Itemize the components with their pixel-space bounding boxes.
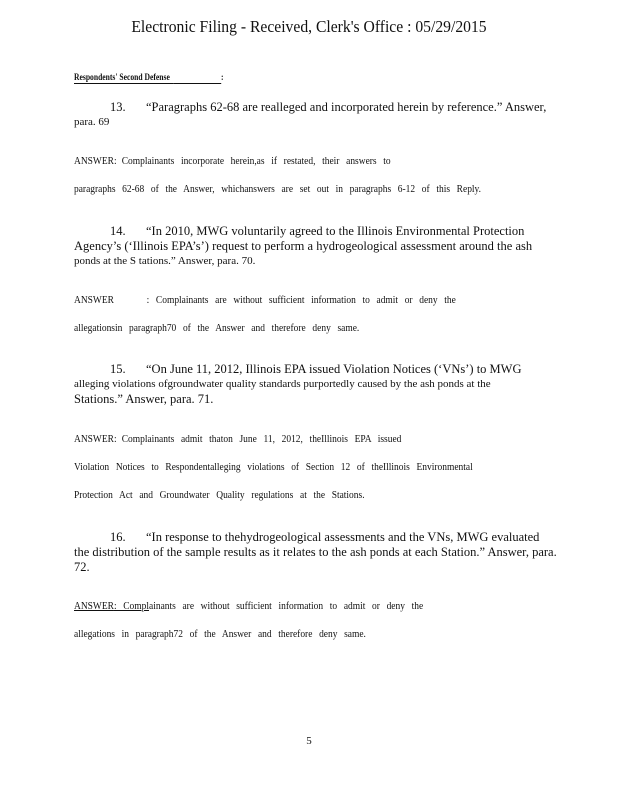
paragraph-number: 14. <box>110 224 126 238</box>
answer-15-line-2: Violation Notices to Respondentalleging violations of Section 12 of theIllinois Environmental <box>74 461 473 473</box>
answer-text: Complainants admit thaton June 11, 2012, theIllinois EPA issued <box>121 433 402 445</box>
answer-text: ainants are without sufficient information to admit or deny the <box>149 600 424 612</box>
paragraph-15-quote <box>74 362 574 407</box>
paragraph-number: 15. <box>110 362 126 376</box>
paragraph-13-quote <box>74 100 574 130</box>
answer-label: ANSWER: <box>74 155 117 167</box>
filing-header: Electronic Filing - Received, Clerk's Office : 05/29/2015 <box>131 17 487 36</box>
answer-13-line-2: paragraphs 62-68 of the Answer, whichanswers are set out in paragraphs 6-12 of this Reply. <box>74 183 482 195</box>
paragraph-16-quote <box>74 530 574 575</box>
answer-15-line-1 <box>74 433 401 445</box>
quote-text: Agency’s (‘Illinois EPA’s’) request to perform a hydrogeological assessment around the ash <box>74 239 533 253</box>
section-heading-title: Respondents' Second Defense <box>74 73 173 84</box>
answer-13-line-1 <box>74 155 391 167</box>
answer-16-line-1 <box>74 600 423 612</box>
section-heading-colon: : <box>221 73 224 83</box>
quote-text: “In 2010, MWG voluntarily agreed to the Illinois Environmental Protection <box>146 224 525 238</box>
heading-underline-rule <box>173 73 221 84</box>
answer-label: ANSWER <box>74 294 114 306</box>
paragraph-14-quote <box>74 224 574 269</box>
answer-text: Complainants incorporate herein,as if restated, their answers to <box>121 155 391 167</box>
quote-text: para. 69 <box>74 116 110 128</box>
answer-label-underlined: ANSWER: Compl <box>74 600 150 612</box>
page-number: 5 <box>306 735 312 747</box>
quote-text: Stations.” Answer, para. 71. <box>74 392 214 406</box>
quote-text: ponds at the S tations.” Answer, para. 70. <box>74 255 256 267</box>
quote-text: “On June 11, 2012, Illinois EPA issued Violation Notices (‘VNs’) to MWG <box>146 362 522 376</box>
answer-16-line-2: allegations in paragraph72 of the Answer and therefore deny same. <box>74 628 366 640</box>
answer-label: ANSWER: <box>74 433 117 445</box>
quote-text: 72. <box>74 560 90 574</box>
quote-text: the distribution of the sample results as it relates to the ash ponds at each Station.” Answer, para. <box>74 545 557 559</box>
answer-underlined-text: : Compl <box>113 600 150 612</box>
answer-14-line-2: allegationsin paragraph70 of the Answer and therefore deny same. <box>74 322 360 334</box>
section-heading <box>74 73 224 84</box>
quote-text: alleging violations ofgroundwater quality standards purportedly caused by the ash ponds at the <box>74 378 491 390</box>
answer-text: : Complainants are without sufficient information to admit or deny the <box>146 294 456 306</box>
quote-text: “Paragraphs 62-68 are realleged and incorporated herein by reference.” Answer, <box>146 100 547 114</box>
paragraph-number: 13. <box>110 100 126 114</box>
quote-text: “In response to thehydrogeological assessments and the VNs, MWG evaluated <box>146 530 540 544</box>
paragraph-number: 16. <box>110 530 126 544</box>
answer-15-line-3: Protection Act and Groundwater Quality regulations at the Stations. <box>74 489 365 501</box>
answer-14-line-1 <box>74 294 456 306</box>
